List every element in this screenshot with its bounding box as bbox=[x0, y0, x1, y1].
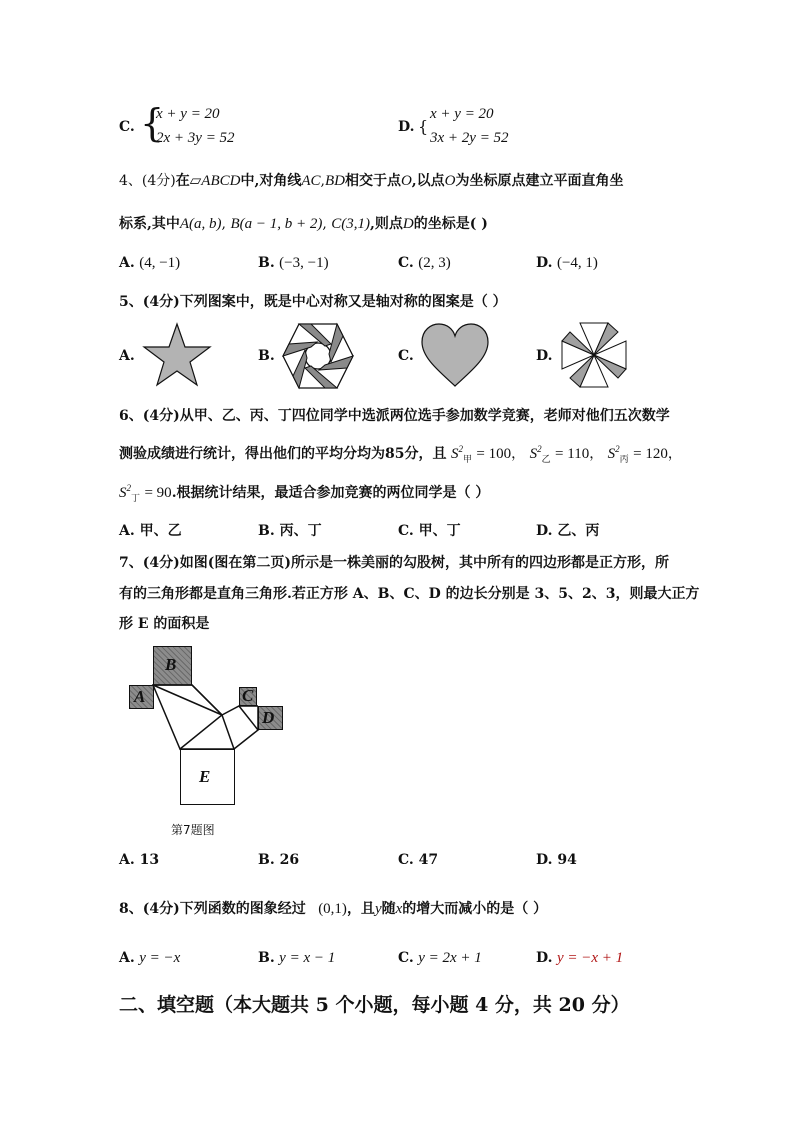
square-a-label: A bbox=[134, 687, 146, 706]
q6-sub-ding: 丁 bbox=[131, 493, 141, 503]
q6-option-c[interactable]: C. 甲、丁 bbox=[398, 523, 461, 539]
figure-caption: 第7题图 bbox=[171, 823, 215, 837]
star-figure[interactable] bbox=[142, 322, 212, 388]
q7-option-c[interactable]: C. 47 bbox=[398, 852, 439, 868]
hexagon-pinwheel-figure[interactable] bbox=[281, 322, 355, 390]
q7-line2: 有的三角形都是直角三角形.若正方形 A、B、C、D 的边长分别是 3、5、2、3，则最大正方 bbox=[119, 586, 700, 602]
pinwheel-triangles-figure[interactable] bbox=[558, 320, 630, 390]
q6-sub-bing: 丙 bbox=[619, 454, 629, 464]
q3-option-d-eq1: x + y = 20 bbox=[430, 106, 494, 122]
heart-figure[interactable] bbox=[420, 322, 490, 388]
q7-line3: 形 E 的面积是 bbox=[119, 616, 210, 632]
q8-option-a[interactable]: A. y = −x bbox=[119, 950, 181, 966]
q4-ac: AC bbox=[301, 173, 321, 189]
square-e-label: E bbox=[199, 767, 211, 786]
q8-point: (0,1) bbox=[318, 901, 347, 917]
q8-text: 8、(4分)下列函数的图象经过 (0,1)，且y随x的增大而减小的是（ ） bbox=[119, 901, 548, 917]
q4-option-d[interactable]: D. (−4, 1) bbox=[536, 255, 598, 271]
q5-option-b-label[interactable]: B. bbox=[258, 348, 275, 364]
q8-option-c[interactable]: C. y = 2x + 1 bbox=[398, 950, 482, 966]
q4-text: 为坐标原点建立平面直角坐 bbox=[455, 173, 624, 189]
q6-option-d[interactable]: D. 乙、丙 bbox=[536, 523, 600, 539]
q4-text: 的坐标是( ) bbox=[413, 216, 488, 232]
q4-option-c[interactable]: C. (2, 3) bbox=[398, 255, 451, 271]
square-d-label: D bbox=[262, 708, 275, 727]
q6-option-a[interactable]: A. 甲、乙 bbox=[119, 523, 182, 539]
q6-variance-bing: = 120 bbox=[633, 446, 668, 462]
q5-option-a-label[interactable]: A. bbox=[119, 348, 135, 364]
q3-option-c-eq1: x + y = 20 bbox=[156, 106, 220, 122]
q4-option-b[interactable]: B. (−3, −1) bbox=[258, 255, 329, 271]
q4-text: ,以点 bbox=[411, 173, 445, 189]
q4-o: O bbox=[400, 173, 412, 189]
q6-sub-jia: 甲 bbox=[462, 454, 472, 464]
q3-option-c-label[interactable]: C. bbox=[119, 119, 135, 135]
q6-sub-yi: 乙 bbox=[541, 454, 551, 464]
q4-text: 在 bbox=[175, 173, 190, 189]
q4-point-d: D bbox=[402, 216, 414, 232]
q4-option-a[interactable]: A. (4, −1) bbox=[119, 255, 181, 271]
q4-bd: BD bbox=[324, 173, 345, 189]
q6-line2: 测验成绩进行统计，得出他们的平均分均为85分，且 $S^2_甲 = 100$， $S^2_乙 = 110$， $S^2_丙 = 120$， bbox=[119, 444, 682, 464]
q7-option-b[interactable]: B. 26 bbox=[258, 852, 300, 868]
q6-line1: 6、(4分)从甲、乙、丙、丁四位同学中选派两位选手参加数学竞赛，老师对他们五次数学 bbox=[119, 408, 670, 424]
square-c-label: C bbox=[242, 686, 254, 705]
q3-option-d-brace: { bbox=[418, 117, 429, 136]
q6-variance-yi: = 110 bbox=[555, 446, 590, 462]
q4-line2: 标系,其中A(a, b), B(a − 1, b + 2), C(3,1),则点D的坐标是( ) bbox=[119, 216, 488, 232]
q5-option-d-label[interactable]: D. bbox=[536, 348, 553, 364]
q3-option-d-label[interactable]: D. bbox=[398, 119, 415, 135]
q5-text: 5、(4分)下列图案中，既是中心对称又是轴对称的图案是（ ） bbox=[119, 294, 507, 310]
q7-line1: 7、(4分)如图(图在第二页)所示是一株美丽的勾股树，其中所有的四边形都是正方形，所 bbox=[119, 555, 669, 571]
q8-option-b[interactable]: B. y = x − 1 bbox=[258, 950, 336, 966]
q4-point-a: A(a, b) bbox=[179, 216, 222, 232]
q6-variance-ding: = 90 bbox=[144, 485, 172, 501]
q6-variance-jia: = 100 bbox=[476, 446, 512, 462]
q8-option-d[interactable]: D. y = −x + 1 bbox=[536, 950, 624, 966]
q4-comma: , bbox=[320, 173, 325, 189]
q4-text: 中,对角线 bbox=[240, 173, 302, 189]
q5-option-c-label[interactable]: C. bbox=[398, 348, 414, 364]
q4-line1 bbox=[119, 170, 624, 190]
square-b-label: B bbox=[165, 655, 177, 674]
q6-option-b[interactable]: B. 丙、丁 bbox=[258, 523, 322, 539]
q4-text: 标系,其中 bbox=[119, 216, 180, 232]
q3-option-c-brace: { bbox=[140, 101, 165, 145]
q4-text: ,则点 bbox=[370, 216, 403, 232]
q4-point-c: C(3,1) bbox=[331, 216, 370, 232]
q7-option-d[interactable]: D. 94 bbox=[536, 852, 577, 868]
q4-parallelogram: ▱ABCD bbox=[189, 173, 241, 189]
q4-point-b: B(a − 1, b + 2) bbox=[230, 216, 323, 232]
q4-text: 相交于点 bbox=[344, 173, 401, 189]
q6-text: 测验成绩进行统计，得出他们的平均分均为85分，且 bbox=[119, 446, 447, 462]
q6-text: .根据统计结果，最适合参加竞赛的两位同学是（ ） bbox=[171, 485, 490, 501]
q3-option-c-eq2: 2x + 3y = 52 bbox=[156, 130, 235, 146]
q4-o: O bbox=[444, 173, 456, 189]
q4-number: 4、(4分) bbox=[119, 173, 176, 189]
q3-option-d-eq2: 3x + 2y = 52 bbox=[430, 130, 509, 146]
q6-line3: $S^2_丁 = 90$.根据统计结果，最适合参加竞赛的两位同学是（ ） bbox=[119, 483, 490, 503]
section-heading: 二、填空题（本大题共 5 个小题，每小题 4 分，共 20 分） bbox=[119, 994, 630, 1016]
q7-option-a[interactable]: A. 13 bbox=[119, 852, 160, 868]
